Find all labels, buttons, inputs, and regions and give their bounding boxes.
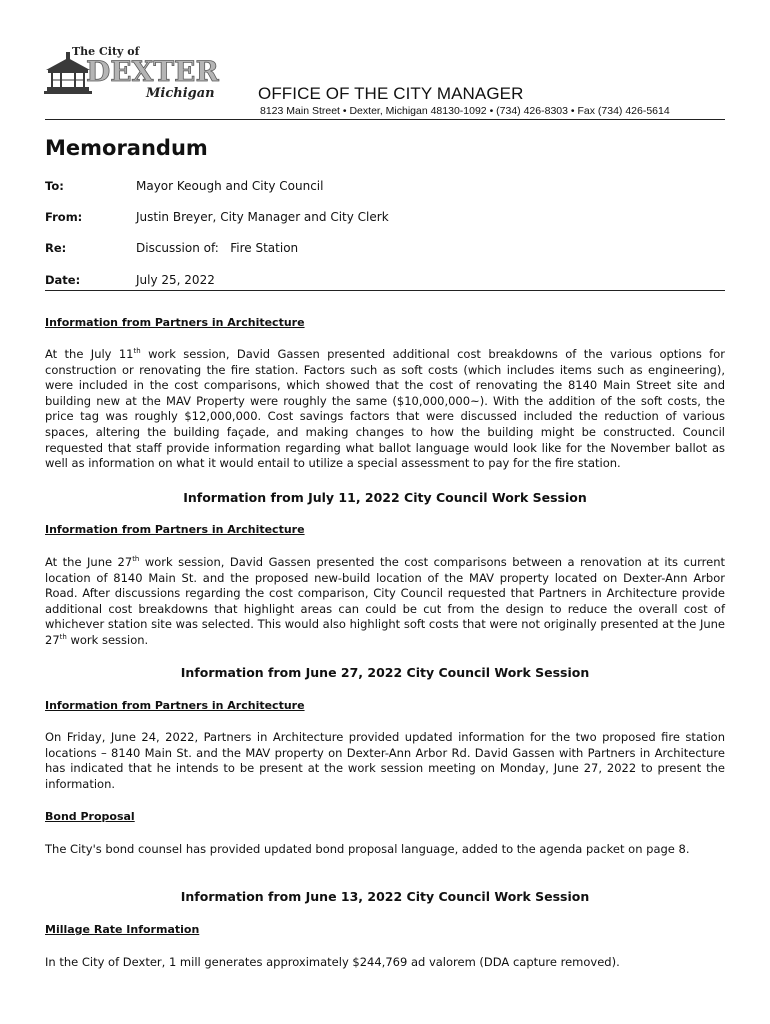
text-run: work session. — [66, 632, 149, 647]
superscript: th — [133, 347, 141, 356]
re-label: Re: — [45, 241, 67, 255]
paragraph-millage: In the City of Dexter, 1 mill generates approximately $244,769 ad valorem (DDA capture removed). — [45, 955, 620, 969]
from-label: From: — [45, 210, 83, 224]
logo-city-of-text: The City of — [72, 45, 140, 58]
date-label: Date: — [45, 273, 81, 287]
paragraph-bond-proposal: The City's bond counsel has provided updated bond proposal language, added to the agenda packet on page 8. — [45, 842, 690, 856]
text-run: work session, David Gassen presented the cost comparisons between a renovation at its current location of 8140 Main St. and the proposed new-build location of the MAV property located on Dexter-Ann Arbor Road. After discussions regarding the cost comparison, City Council requested that Partners in Architecture provide additional cost breakdowns that highlight areas can could be cut from the design to reduce the overall cost of whichever station site was selected. This would also highlight soft costs that were not originally presented at the June 27 — [45, 555, 725, 647]
section-heading: Information from June 27, 2022 City Council Work Session — [180, 665, 590, 680]
paragraph-july-11 — [45, 347, 725, 472]
paragraph-june-27 — [45, 555, 725, 649]
office-address: 8123 Main Street • Dexter, Michigan 48130-1092 • (734) 426-8303 • Fax (734) 426-5614 — [260, 105, 670, 117]
office-title: OFFICE OF THE CITY MANAGER — [258, 84, 524, 103]
re-value: Discussion of: Fire Station — [136, 241, 299, 255]
paragraph-june-24: On Friday, June 24, 2022, Partners in Architecture provided updated information for the two proposed fire station locations – 8140 Main St. and the MAV property on Dexter-Ann Arbor Rd. David Gassen with Partners in Architecture has indicated that he intends to be present at the work session meeting on Monday, June 27, 2022 to present the information. — [45, 730, 725, 791]
city-logo — [44, 44, 249, 106]
logo-michigan-text: Michigan — [146, 86, 215, 101]
section-subheading: Information from Partners in Architecture — [45, 523, 305, 536]
gazebo-logo-graphic — [44, 44, 249, 106]
memo-title: Memorandum — [45, 136, 208, 160]
letterhead-divider — [45, 119, 725, 120]
date-value: July 25, 2022 — [136, 273, 215, 287]
superscript: th — [59, 633, 67, 642]
to-value: Mayor Keough and City Council — [136, 179, 324, 193]
section-heading: Information from July 11, 2022 City Council Work Session — [183, 490, 587, 505]
text-run: work session, David Gassen presented additional cost breakdowns of the various options for construction or renovating the fire station. Factors such as soft costs (which includes items such as engineering), were included in the cost comparisons, which showed that the cost of renovating the 8140 Main Street site and building new at the MAV Property were roughly the same ($10,000,000~). With the addition of the soft costs, the price tag was roughly $12,000,000. Cost savings factors that were discussed included the reduction of various spaces, altering the building façade, and making changes to how the building might be constructed. Council requested that staff provide information regarding what ballot language would look like for the November ballot as well as information on what it would entail to utilize a special assessment to pay for the fire station. — [45, 347, 725, 471]
header-divider — [45, 290, 725, 291]
text-run: At the July 11 — [45, 347, 134, 361]
section-subheading: Millage Rate Information — [45, 923, 200, 936]
text-run: At the June 27 — [45, 555, 133, 569]
from-value: Justin Breyer, City Manager and City Clerk — [136, 210, 389, 224]
to-label: To: — [45, 179, 64, 193]
section-subheading: Bond Proposal — [45, 810, 135, 823]
section-heading: Information from June 13, 2022 City Council Work Session — [180, 889, 590, 904]
section-subheading: Information from Partners in Architecture — [45, 699, 305, 712]
superscript: th — [132, 555, 140, 564]
logo-dexter-text: DEXTER — [86, 55, 219, 88]
section-subheading: Information from Partners in Architecture — [45, 316, 305, 329]
